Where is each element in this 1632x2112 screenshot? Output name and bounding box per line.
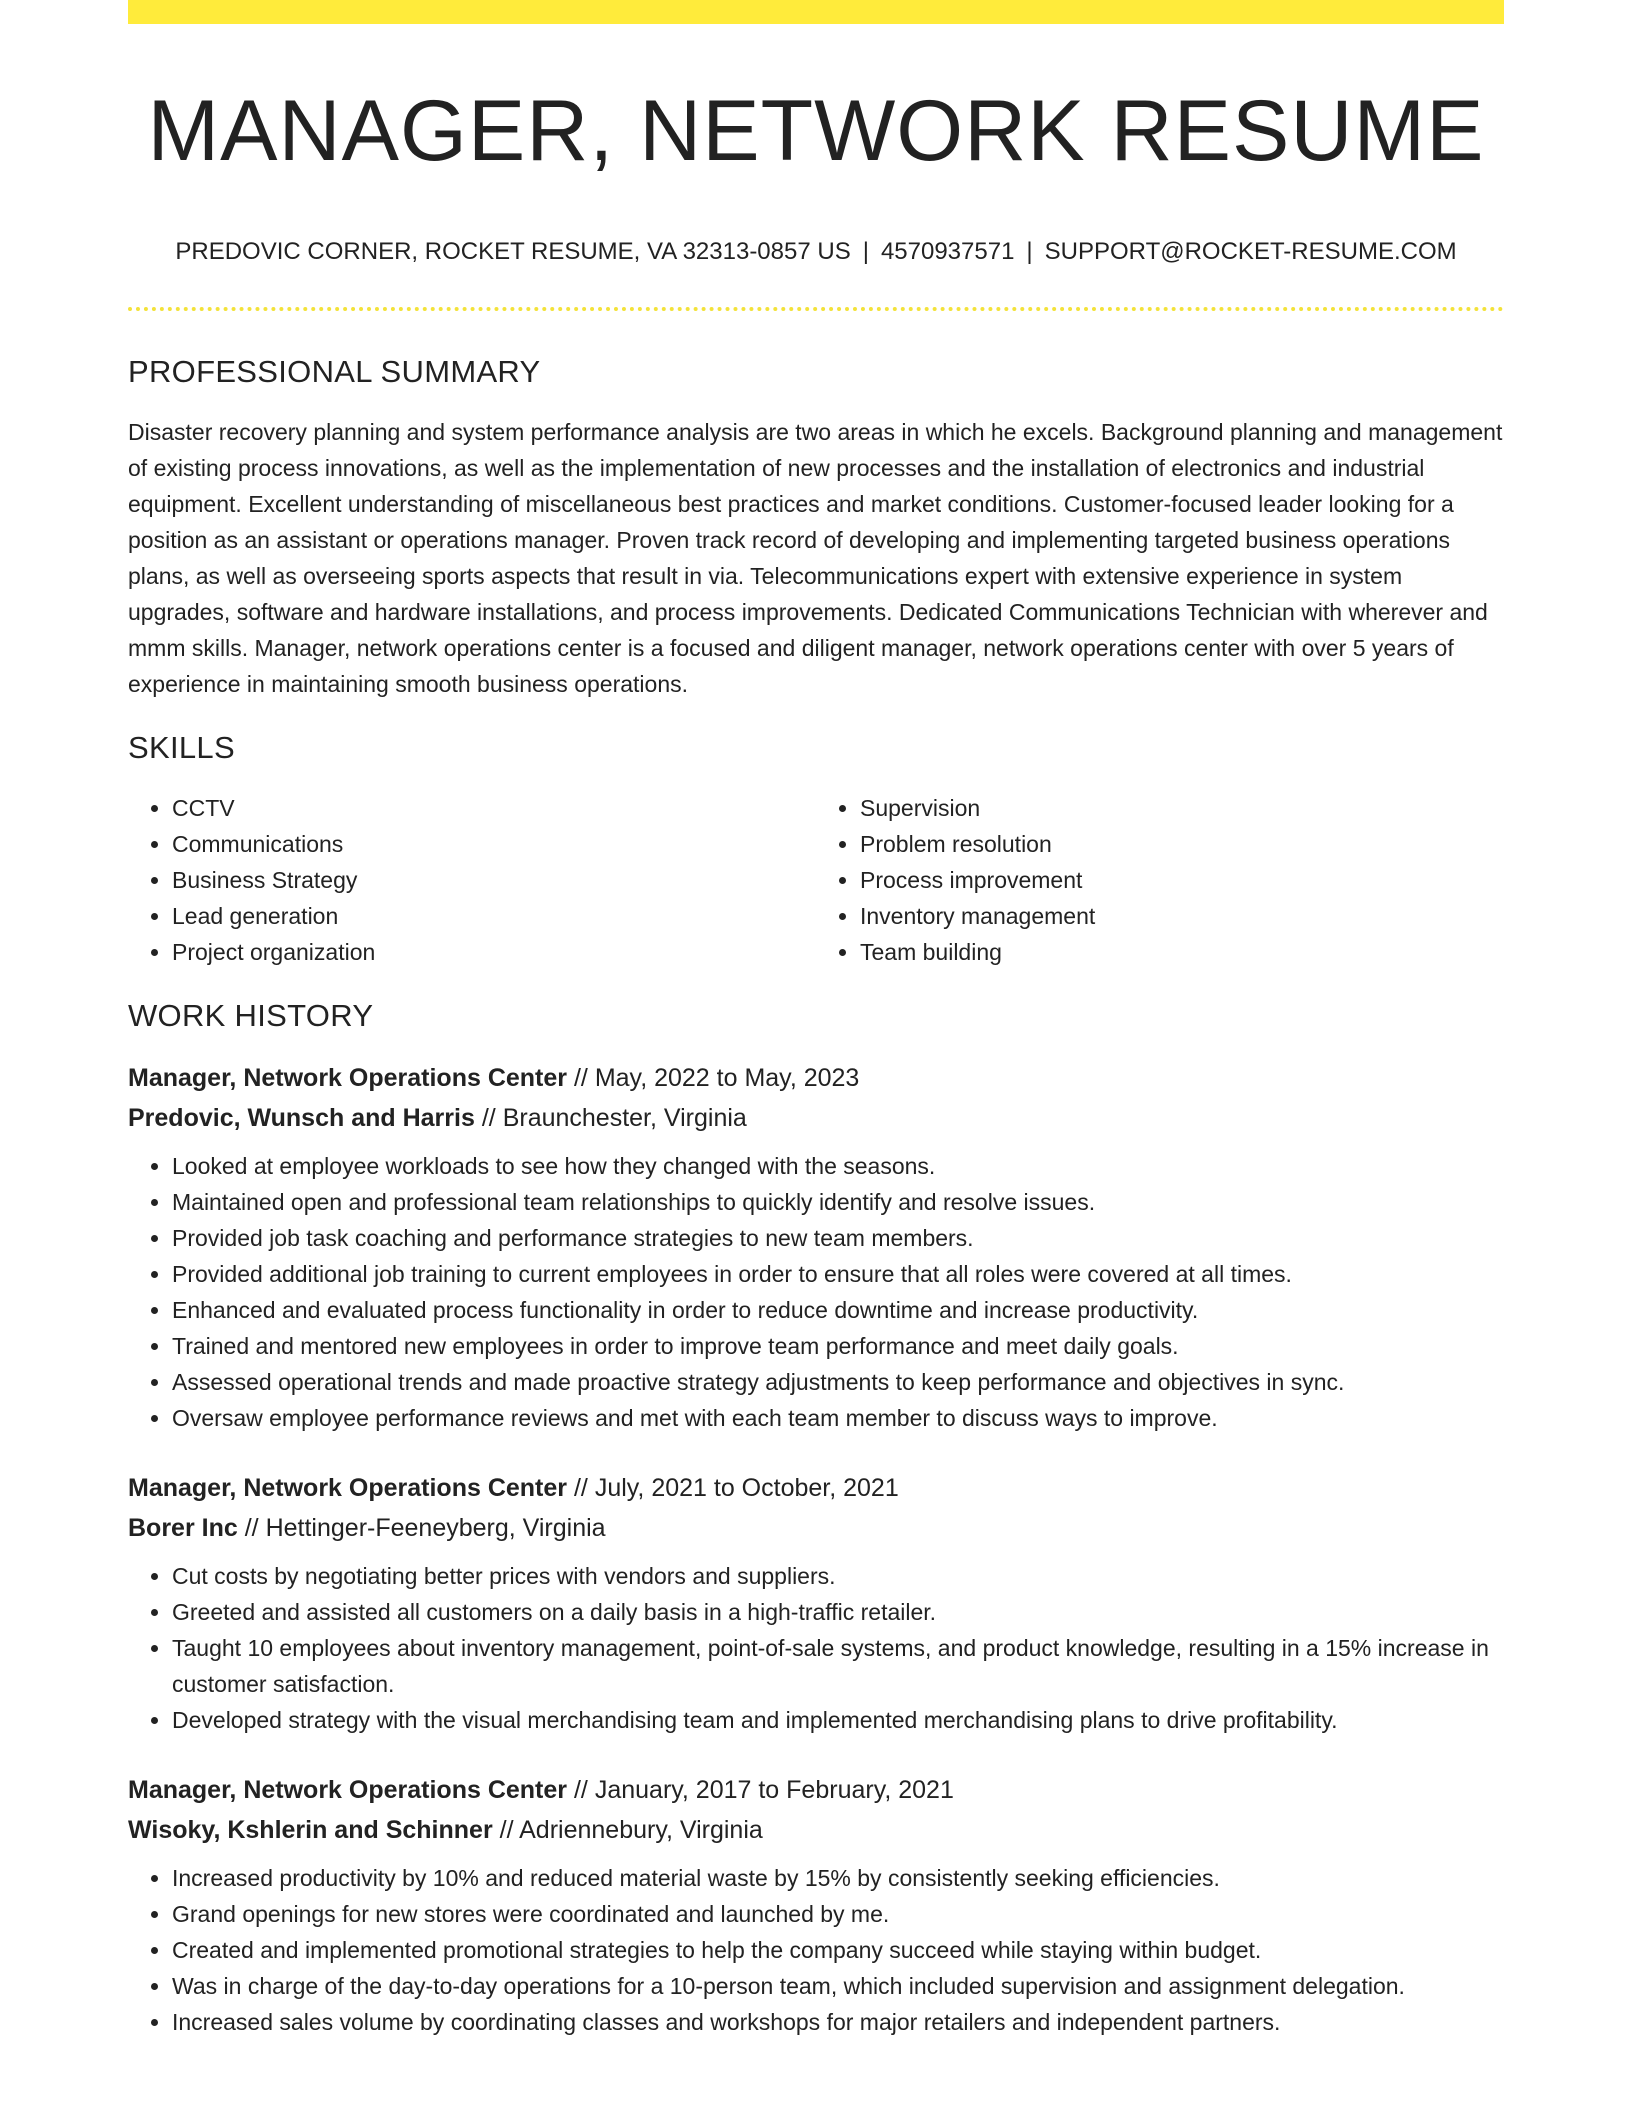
skills-list-left [128, 790, 816, 970]
summary-text: Disaster recovery planning and system performance analysis are two areas in which he excels. Background planning and management of existing process innovations, as well as the implementation of new processes and the installation of electronics and industrial equipment. Excellent understanding of miscellaneous best practices and market conditions. Customer-focused leader looking for a position as an assistant or operations manager. Proven track record of developing and implementing targeted business operations plans, as well as overseeing sports aspects that result in via. Telecommunications expert with extensive experience in system upgrades, software and hardware installations, and process improvements. Dedicated Communications Technician with wherever and mmm skills. Manager, network operations center is a focused and diligent manager, network operations center with over 5 years of experience in maintaining smooth business operations. [128, 419, 1503, 697]
work-history-heading: WORK HISTORY [128, 998, 374, 1033]
delimiter: // [244, 1514, 259, 1542]
job-bullet: • Was in charge of the day-to-day operations for a 10-person team, which included supervision and assignment delegation. [172, 1968, 1504, 2004]
job-bullet: • Created and implemented promotional strategies to help the company succeed while staying within budget. [172, 1932, 1504, 1968]
contact-separator: | [862, 238, 869, 265]
skill-item: • Project organization [172, 934, 816, 970]
resume-content [128, 352, 1504, 2072]
job-bullet: • Provided additional job training to current employees in order to ensure that all roles were covered at all times. [172, 1256, 1504, 1292]
summary-heading: PROFESSIONAL SUMMARY [128, 354, 541, 389]
job-entry [128, 1058, 1504, 1436]
delimiter: // [573, 1776, 588, 1804]
company-line [128, 1508, 1504, 1548]
contact-separator: | [1026, 238, 1033, 265]
job-title-line [128, 1770, 1504, 1810]
skill-item: • Team building [860, 934, 1504, 970]
skill-item: • Communications [172, 826, 816, 862]
job-bullets [128, 1558, 1504, 1738]
email: SUPPORT@ROCKET-RESUME.COM [1044, 238, 1457, 265]
job-bullet: • Taught 10 employees about inventory management, point-of-sale systems, and product knowledge, resulting in a 15% increase in customer satisfaction. [172, 1630, 1504, 1702]
job-location: Braunchester, Virginia [502, 1104, 747, 1132]
job-bullets [128, 1148, 1504, 1436]
job-bullet: • Trained and mentored new employees in order to improve team performance and meet daily goals. [172, 1328, 1504, 1364]
accent-bar [128, 0, 1504, 24]
company-name: Borer Inc [128, 1514, 238, 1542]
address: PREDOVIC CORNER, ROCKET RESUME, VA 32313-0857 US [175, 238, 851, 265]
job-bullet: • Increased sales volume by coordinating classes and workshops for major retailers and independent partners. [172, 2004, 1504, 2040]
skill-item: • Inventory management [860, 898, 1504, 934]
skills-section [128, 728, 1504, 970]
skills-heading: SKILLS [128, 730, 235, 765]
skill-item: • Supervision [860, 790, 1504, 826]
skill-item: • CCTV [172, 790, 816, 826]
resume-title: MANAGER, NETWORK RESUME [147, 83, 1485, 179]
delimiter: // [573, 1064, 588, 1092]
skill-item: • Process improvement [860, 862, 1504, 898]
job-title-line [128, 1058, 1504, 1098]
job-title: Manager, Network Operations Center [128, 1474, 568, 1502]
skills-list-right [816, 790, 1504, 970]
phone: 4570937571 [880, 238, 1015, 265]
job-bullet: • Enhanced and evaluated process functionality in order to reduce downtime and increase productivity. [172, 1292, 1504, 1328]
job-bullet: • Grand openings for new stores were coordinated and launched by me. [172, 1896, 1504, 1932]
job-dates: May, 2022 to May, 2023 [594, 1064, 860, 1092]
job-bullet: • Assessed operational trends and made proactive strategy adjustments to keep performance and objectives in sync. [172, 1364, 1504, 1400]
work-history-section [128, 996, 1504, 2040]
job-entry [128, 1468, 1504, 1738]
summary-section [128, 352, 1504, 702]
job-dates: July, 2021 to October, 2021 [594, 1474, 899, 1502]
job-bullet: • Provided job task coaching and performance strategies to new team members. [172, 1220, 1504, 1256]
company-line [128, 1810, 1504, 1850]
skill-item: • Problem resolution [860, 826, 1504, 862]
company-name: Predovic, Wunsch and Harris [128, 1104, 475, 1132]
job-bullet: • Maintained open and professional team relationships to quickly identify and resolve issues. [172, 1184, 1504, 1220]
dotted-divider [128, 307, 1504, 311]
job-location: Adriennebury, Virginia [519, 1816, 763, 1844]
job-bullet: • Cut costs by negotiating better prices with vendors and suppliers. [172, 1558, 1504, 1594]
job-bullet: • Oversaw employee performance reviews and met with each team member to discuss ways to improve. [172, 1400, 1504, 1436]
job-bullet: • Looked at employee workloads to see how they changed with the seasons. [172, 1148, 1504, 1184]
job-location: Hettinger-Feeneyberg, Virginia [265, 1514, 606, 1542]
job-bullet: • Developed strategy with the visual merchandising team and implemented merchandising plans to drive profitability. [172, 1702, 1504, 1738]
job-title-line [128, 1468, 1504, 1508]
company-name: Wisoky, Kshlerin and Schinner [128, 1816, 493, 1844]
delimiter: // [573, 1474, 588, 1502]
job-dates: January, 2017 to February, 2021 [594, 1776, 954, 1804]
job-bullet: • Greeted and assisted all customers on a daily basis in a high-traffic retailer. [172, 1594, 1504, 1630]
job-title: Manager, Network Operations Center [128, 1064, 568, 1092]
delimiter: // [481, 1104, 496, 1132]
skill-item: • Business Strategy [172, 862, 816, 898]
delimiter: // [499, 1816, 514, 1844]
job-bullets [128, 1860, 1504, 2040]
company-line [128, 1098, 1504, 1138]
skill-item: • Lead generation [172, 898, 816, 934]
job-bullet: • Increased productivity by 10% and reduced material waste by 15% by consistently seeking efficiencies. [172, 1860, 1504, 1896]
job-entry [128, 1770, 1504, 2040]
skills-columns [128, 790, 1504, 970]
contact-line [128, 236, 1504, 268]
job-title: Manager, Network Operations Center [128, 1776, 568, 1804]
